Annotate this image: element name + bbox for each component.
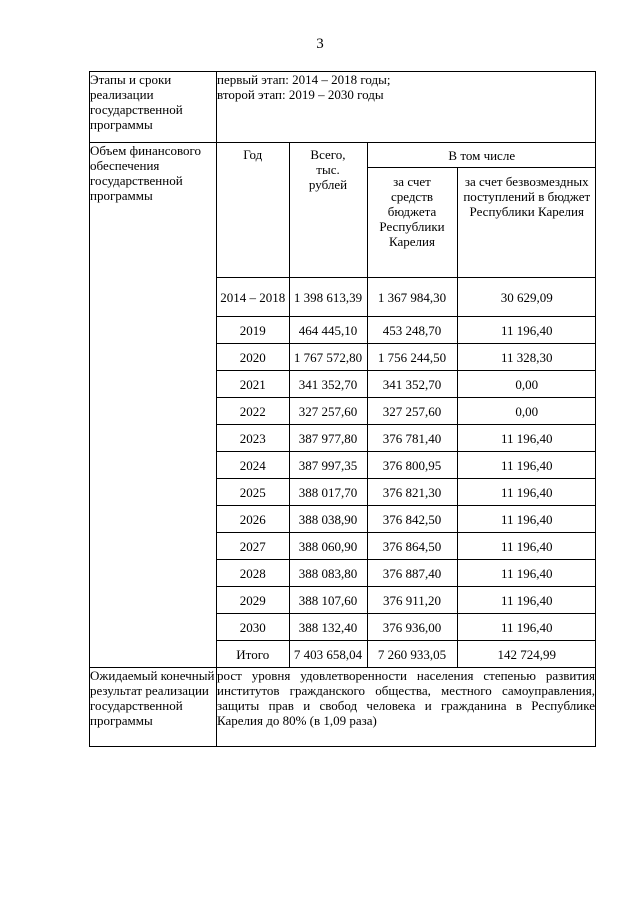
cell-grants: 11 196,40 [457,425,596,452]
cell-year: 2019 [217,317,289,344]
table-row [217,317,596,344]
cell-year: 2020 [217,344,289,371]
cell-budget: 1 367 984,30 [367,278,457,317]
cell-year: 2029 [217,587,289,614]
header-year: Год [217,143,289,278]
cell-budget: 341 352,70 [367,371,457,398]
cell-budget: 327 257,60 [367,398,457,425]
financing-cell [217,143,596,668]
cell-year: Итого [217,641,289,668]
cell-year: 2027 [217,533,289,560]
cell-year: 2030 [217,614,289,641]
cell-grants: 0,00 [457,371,596,398]
stages-label: Этапы и сроки реализации государственной программы [90,72,217,143]
header-budget: за счет средств бюджета Республики Карелия [367,168,457,278]
cell-total: 387 977,80 [289,425,367,452]
cell-budget: 376 781,40 [367,425,457,452]
cell-year: 2022 [217,398,289,425]
cell-grants: 142 724,99 [457,641,596,668]
cell-grants: 11 196,40 [457,452,596,479]
cell-total: 1 767 572,80 [289,344,367,371]
cell-budget: 453 248,70 [367,317,457,344]
page-number: 3 [316,36,324,52]
cell-grants: 11 196,40 [457,317,596,344]
financing-header-row [217,143,596,168]
table-row [217,278,596,317]
cell-year: 2014 – 2018 [217,278,289,317]
cell-total: 388 017,70 [289,479,367,506]
cell-year: 2024 [217,452,289,479]
cell-grants: 11 196,40 [457,560,596,587]
header-grants: за счет безвозмездных поступлений в бюджет Республики Карелия [457,168,596,278]
cell-grants: 11 196,40 [457,506,596,533]
financing-table [217,143,596,667]
cell-year: 2023 [217,425,289,452]
table-row [217,641,596,668]
cell-total: 1 398 613,39 [289,278,367,317]
header-including: В том числе [367,143,596,168]
result-row [90,668,596,747]
cell-grants: 11 328,30 [457,344,596,371]
cell-budget: 7 260 933,05 [367,641,457,668]
table-row [217,614,596,641]
table-row [217,344,596,371]
cell-total: 388 132,40 [289,614,367,641]
table-row [217,371,596,398]
cell-grants: 11 196,40 [457,614,596,641]
stage-2: второй этап: 2019 – 2030 годы [217,87,384,102]
stage-1: первый этап: 2014 – 2018 годы; [217,72,391,87]
table-row [217,398,596,425]
header-total: Всего, тыс. рублей [289,143,367,278]
result-text: рост уровня удовлетворенности населения степенью развития институтов гражданского общества, местного самоуправления, защиты прав и свобод человека и гражданина в Республике Карелия до 80% (в 1,09 раза) [217,668,596,747]
cell-total: 388 083,80 [289,560,367,587]
cell-budget: 376 911,20 [367,587,457,614]
financing-label: Объем финансового обеспечения государственной программы [90,143,217,668]
cell-year: 2021 [217,371,289,398]
stages-content [217,72,596,143]
cell-total: 7 403 658,04 [289,641,367,668]
table-row [217,560,596,587]
cell-budget: 376 887,40 [367,560,457,587]
cell-grants: 11 196,40 [457,587,596,614]
cell-total: 327 257,60 [289,398,367,425]
table-row [217,452,596,479]
program-passport-table [89,71,596,747]
result-label: Ожидаемый конечный результат реализации государственной программы [90,668,217,747]
cell-total: 388 038,90 [289,506,367,533]
cell-grants: 11 196,40 [457,533,596,560]
table-row [217,425,596,452]
cell-budget: 376 821,30 [367,479,457,506]
cell-total: 464 445,10 [289,317,367,344]
cell-grants: 30 629,09 [457,278,596,317]
table-row [217,479,596,506]
cell-budget: 376 800,95 [367,452,457,479]
cell-year: 2026 [217,506,289,533]
cell-year: 2025 [217,479,289,506]
table-row [217,533,596,560]
cell-budget: 376 936,00 [367,614,457,641]
cell-budget: 1 756 244,50 [367,344,457,371]
cell-total: 341 352,70 [289,371,367,398]
cell-grants: 11 196,40 [457,479,596,506]
cell-budget: 376 842,50 [367,506,457,533]
cell-grants: 0,00 [457,398,596,425]
stages-row [90,72,596,143]
cell-total: 387 997,35 [289,452,367,479]
table-row [217,506,596,533]
cell-budget: 376 864,50 [367,533,457,560]
cell-total: 388 107,60 [289,587,367,614]
cell-year: 2028 [217,560,289,587]
table-row [217,587,596,614]
cell-total: 388 060,90 [289,533,367,560]
financing-row [90,143,596,668]
